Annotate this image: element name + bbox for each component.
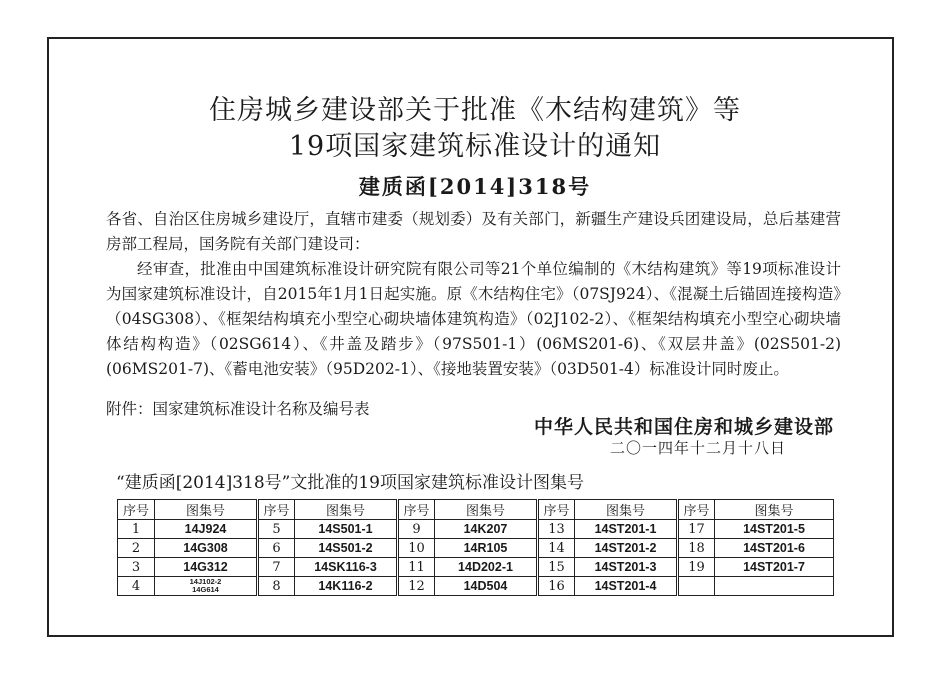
table-row <box>118 520 834 539</box>
code-cell: 14ST201-6 <box>715 539 834 558</box>
code-cell: 14J924 <box>155 520 258 539</box>
seq-cell: 16 <box>538 577 575 596</box>
addressee-paragraph: 各省、自治区住房城乡建设厅，直辖市建委（规划委）及有关部门，新疆生产建设兵团建设局，总后基建营房部工程局，国务院有关部门建设司： <box>106 210 841 253</box>
code-cell: 14D504 <box>435 577 538 596</box>
header-seq: 序号 <box>258 500 295 520</box>
code-cell-stacked <box>155 577 258 596</box>
code-line: 14J102-2 <box>189 577 222 586</box>
code-cell: 14ST201-5 <box>715 520 834 539</box>
header-code: 图集号 <box>715 500 834 520</box>
seq-cell: 9 <box>398 520 435 539</box>
main-paragraph: 经审查，批准由中国建筑标准设计研究院有限公司等21个单位编制的《木结构建筑》等19项标准设计为国家建筑标准设计，自2015年1月1日起实施。原《木结构住宅》（07SJ924）、《混凝土后锚固连接构造》（04SG308）、《框架结构填充小型空心砌块墙体建筑构造》（02J102-2）、《框架结构填充小型空心砌块墙体结构构造》（02SG614）、《井盖及踏步》（97S501-1）(06MS201-6)、《双层井盖》(02S501-2)(06MS201-7)、《蓄电池安装》（95D202-1）、《接地装置安装》（03D501-4）标准设计同时废止。 <box>106 260 841 378</box>
seq-cell: 12 <box>398 577 435 596</box>
code-cell: 14K116-2 <box>295 577 398 596</box>
code-cell: 14S501-2 <box>295 539 398 558</box>
code-cell: 14ST201-4 <box>575 577 678 596</box>
code-cell: 14R105 <box>435 539 538 558</box>
code-cell: 14ST201-1 <box>575 520 678 539</box>
header-code: 图集号 <box>575 500 678 520</box>
seq-cell: 19 <box>678 558 715 577</box>
code-cell: 14G308 <box>155 539 258 558</box>
atlas-number-table <box>117 499 834 596</box>
table-row <box>118 539 834 558</box>
table-header-row <box>118 500 834 520</box>
attachment-note: 附件：国家建筑标准设计名称及编号表 <box>106 400 370 418</box>
title-line-1: 住房城乡建设部关于批准《木结构建筑》等 <box>209 95 741 126</box>
issue-date: 二〇一四年十二月十八日 <box>610 439 787 457</box>
table-caption: “建质函[2014]318号”文批准的19项国家建筑标准设计图集号 <box>116 473 584 493</box>
seq-cell: 5 <box>258 520 295 539</box>
seq-cell: 8 <box>258 577 295 596</box>
title-line-2: 19项国家建筑标准设计的通知 <box>288 131 662 162</box>
header-code: 图集号 <box>295 500 398 520</box>
code-cell: 14S501-1 <box>295 520 398 539</box>
code-cell: 14K207 <box>435 520 538 539</box>
seq-cell: 6 <box>258 539 295 558</box>
seq-cell: 4 <box>118 577 155 596</box>
header-code: 图集号 <box>435 500 538 520</box>
seq-cell: 1 <box>118 520 155 539</box>
seq-cell: 14 <box>538 539 575 558</box>
issuing-authority: 中华人民共和国住房和城乡建设部 <box>533 416 834 438</box>
header-seq: 序号 <box>398 500 435 520</box>
header-seq: 序号 <box>118 500 155 520</box>
code-cell: 14D202-1 <box>435 558 538 577</box>
document-number: 建质函[2014]318号 <box>358 174 592 199</box>
atlas-table-wrapper <box>117 499 833 594</box>
header-seq: 序号 <box>538 500 575 520</box>
notice-body <box>106 207 841 382</box>
seq-cell: 11 <box>398 558 435 577</box>
seq-cell: 17 <box>678 520 715 539</box>
header-seq: 序号 <box>678 500 715 520</box>
seq-cell: 3 <box>118 558 155 577</box>
code-cell: 14ST201-2 <box>575 539 678 558</box>
code-line: 14G614 <box>192 585 219 594</box>
code-cell: 14ST201-7 <box>715 558 834 577</box>
code-cell: 14G312 <box>155 558 258 577</box>
seq-cell: 13 <box>538 520 575 539</box>
header-code: 图集号 <box>155 500 258 520</box>
code-cell: 14ST201-3 <box>575 558 678 577</box>
seq-cell: 18 <box>678 539 715 558</box>
seq-cell: 10 <box>398 539 435 558</box>
seq-cell <box>678 577 715 596</box>
code-cell <box>715 577 834 596</box>
code-cell: 14SK116-3 <box>295 558 398 577</box>
table-row <box>118 558 834 577</box>
table-row <box>118 577 834 596</box>
seq-cell: 2 <box>118 539 155 558</box>
seq-cell: 7 <box>258 558 295 577</box>
seq-cell: 15 <box>538 558 575 577</box>
